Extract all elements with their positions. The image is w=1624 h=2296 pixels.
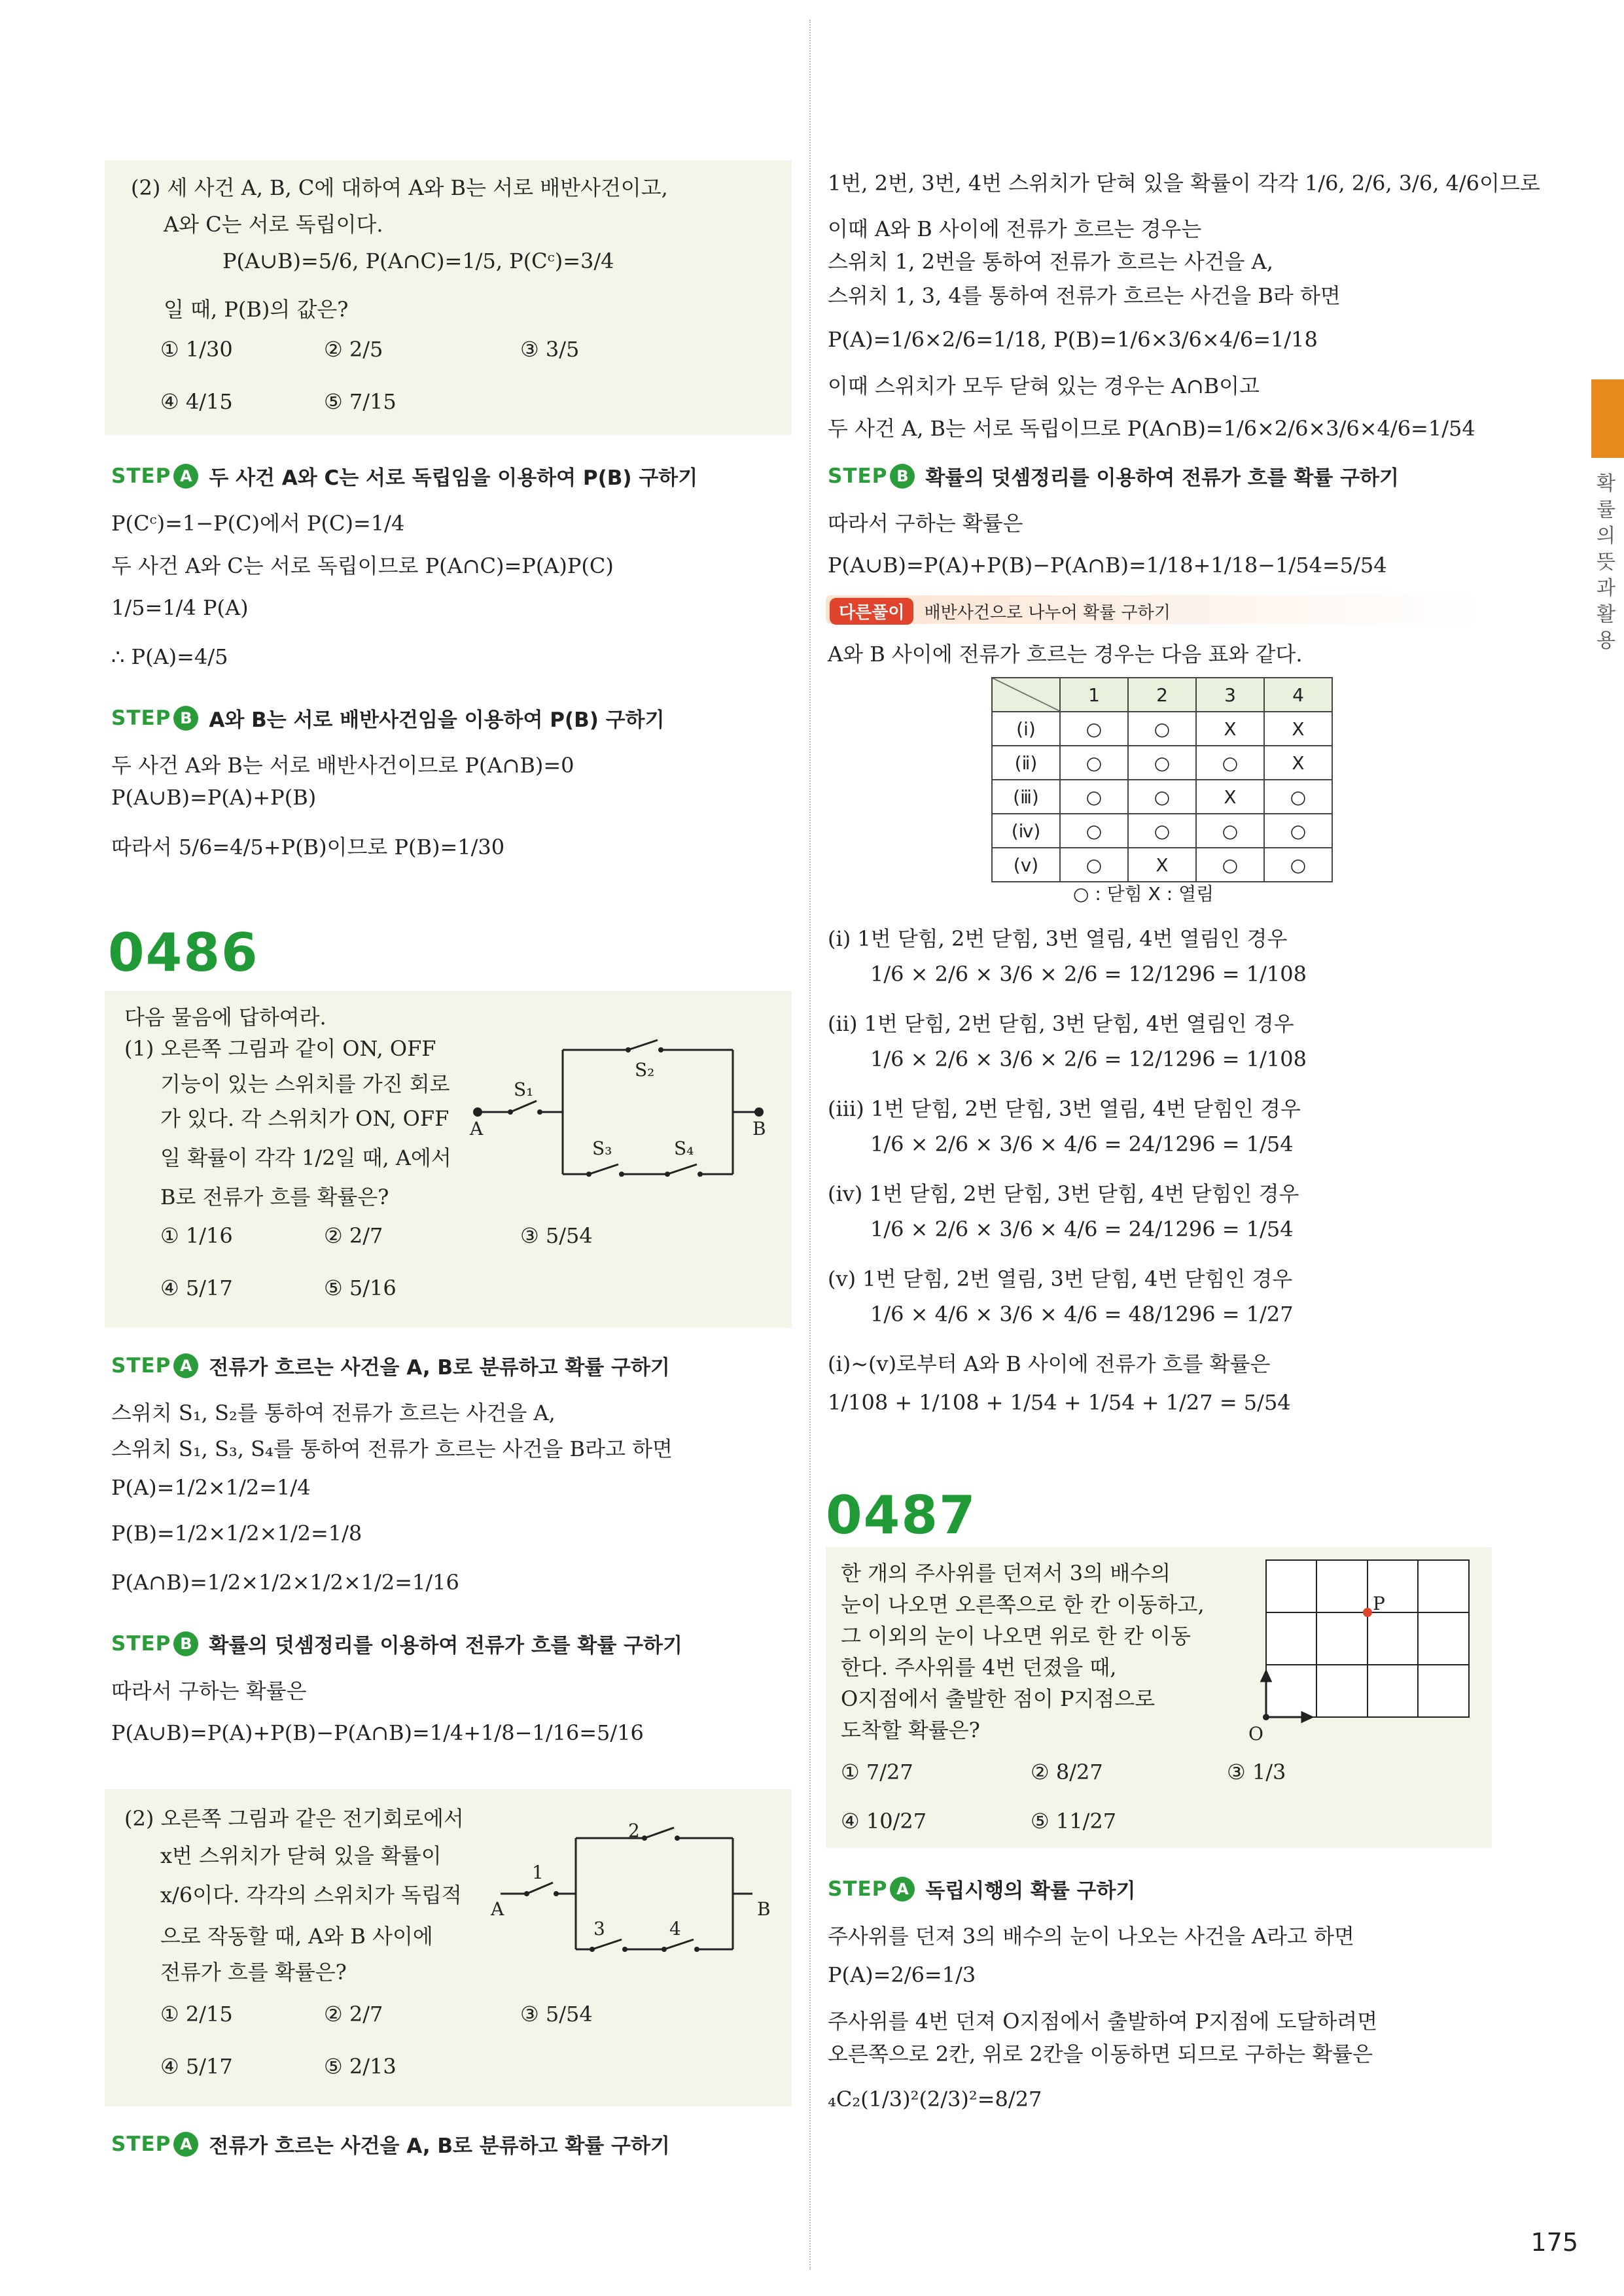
table-row xyxy=(992,848,1332,882)
table-row xyxy=(992,746,1332,780)
solution-line: 따라서 구하는 확률은 xyxy=(828,511,1023,536)
case-calc: 1/6 × 2/6 × 3/6 × 2/6 = 12/1296 = 1/108 xyxy=(870,1047,1307,1071)
problem-text: A와 C는 서로 독립이다. xyxy=(164,212,383,237)
table-cell: ○ xyxy=(1128,814,1196,848)
choice-4[interactable]: ④ 5/17 xyxy=(160,2054,233,2079)
table-header: 1 xyxy=(1060,678,1128,712)
solution-line: P(A∩B)=1/2×1/2×1/2×1/2=1/16 xyxy=(111,1570,459,1595)
circuit-label: 4 xyxy=(669,1918,681,1939)
step-tag: STEP xyxy=(111,1631,171,1656)
problem-text: O지점에서 출발한 점이 P지점으로 xyxy=(841,1686,1156,1711)
chapter-side-text: 확률의 뜻과 활용 xyxy=(1597,472,1615,652)
case-label: (ⅲ) 1번 닫힘, 2번 닫힘, 3번 열림, 4번 닫힘인 경우 xyxy=(828,1096,1301,1121)
table-cell: (ⅳ) xyxy=(992,814,1060,848)
problem-text: 으로 작동할 때, A와 B 사이에 xyxy=(160,1924,433,1949)
step-title: 독립시행의 확률 구하기 xyxy=(925,1879,1136,1903)
choice-2[interactable]: ② 2/7 xyxy=(324,1223,383,1248)
table-cell: ○ xyxy=(1060,814,1128,848)
step-header xyxy=(828,1874,1135,1904)
problem-text: x번 스위치가 닫혀 있을 확률이 xyxy=(160,1843,442,1868)
step-header xyxy=(111,1629,682,1658)
problem-text: 도착할 확률은? xyxy=(841,1718,980,1743)
step-letter: A xyxy=(173,1353,198,1378)
step-header xyxy=(111,703,665,733)
table-legend: ○ : 닫힘 X : 열림 xyxy=(1073,883,1214,905)
choice-1[interactable]: ① 1/30 xyxy=(160,337,233,362)
table-cell: (ⅴ) xyxy=(992,848,1060,882)
choice-2[interactable]: ② 8/27 xyxy=(1031,1760,1103,1784)
alt-solution-tag: 다른풀이 xyxy=(830,598,913,625)
chapter-tab xyxy=(1591,379,1624,458)
alt-solution-header xyxy=(830,598,1171,625)
solution-line: 스위치 S₁, S₂를 통하여 전류가 흐르는 사건을 A, xyxy=(111,1400,556,1425)
alt-solution-title: 배반사건으로 나누어 확률 구하기 xyxy=(924,603,1171,623)
solution-line: 따라서 5/6=4/5+P(B)이므로 P(B)=1/30 xyxy=(111,835,505,860)
table-header: 3 xyxy=(1196,678,1264,712)
circuit-label: S₃ xyxy=(592,1138,612,1159)
problem-text: (2) 오른쪽 그림과 같은 전기회로에서 xyxy=(124,1806,464,1831)
step-title: A와 B는 서로 배반사건임을 이용하여 P(B) 구하기 xyxy=(209,708,665,732)
solution-line: P(A∪B)=P(A)+P(B) xyxy=(111,785,317,810)
solution-line: 두 사건 A와 B는 서로 배반사건이므로 P(A∩B)=0 xyxy=(111,753,574,778)
table-cell: ○ xyxy=(1128,746,1196,780)
solution-line: 주사위를 던져 3의 배수의 눈이 나오는 사건을 A라고 하면 xyxy=(828,1924,1354,1949)
case-label: (ⅴ) 1번 닫힘, 2번 열림, 3번 닫힘, 4번 닫힘인 경우 xyxy=(828,1266,1293,1291)
table-cell: ○ xyxy=(1060,848,1128,882)
problem-number: 0487 xyxy=(826,1485,977,1546)
solution-line: P(A)=1/6×2/6=1/18, P(B)=1/6×3/6×4/6=1/18 xyxy=(828,327,1318,352)
step-letter: B xyxy=(173,1631,198,1656)
table-header: 2 xyxy=(1128,678,1196,712)
step-letter: A xyxy=(890,1877,915,1902)
choice-3[interactable]: ③ 3/5 xyxy=(520,337,580,362)
solution-line: 이때 A와 B 사이에 전류가 흐르는 경우는 xyxy=(828,217,1202,241)
step-header xyxy=(828,461,1399,491)
problem-text: 한다. 주사위를 4번 던졌을 때, xyxy=(841,1655,1117,1680)
choice-3[interactable]: ③ 1/3 xyxy=(1227,1760,1286,1784)
table-row xyxy=(992,712,1332,746)
solution-line: P(Cᶜ)=1−P(C)에서 P(C)=1/4 xyxy=(111,511,405,536)
problem-text: (1) 오른쪽 그림과 같이 ON, OFF xyxy=(124,1036,436,1061)
circuit-label: S₂ xyxy=(635,1059,655,1081)
choice-5[interactable]: ⑤ 11/27 xyxy=(1031,1809,1117,1834)
choice-1[interactable]: ① 1/16 xyxy=(160,1223,233,1248)
table-cell: (ⅲ) xyxy=(992,780,1060,814)
column-divider xyxy=(809,20,811,2270)
circuit-label: S₁ xyxy=(514,1079,534,1100)
step-title: 전류가 흐르는 사건을 A, B로 분류하고 확률 구하기 xyxy=(209,2134,670,2158)
circuit-label: B xyxy=(757,1898,771,1920)
solution-line: 1번, 2번, 3번, 4번 스위치가 닫혀 있을 확률이 각각 1/6, 2/6, 3/6, 4/6이므로 xyxy=(828,171,1540,196)
problem-text: 눈이 나오면 오른쪽으로 한 칸 이동하고, xyxy=(841,1592,1205,1617)
step-tag: STEP xyxy=(111,1353,171,1378)
circuit-label: 3 xyxy=(593,1918,605,1939)
table-cell: ○ xyxy=(1264,814,1332,848)
circuit-label: A xyxy=(491,1898,504,1920)
step-title: 확률의 덧셈정리를 이용하여 전류가 흐를 확률 구하기 xyxy=(209,1634,682,1658)
problem-text: 한 개의 주사위를 던져서 3의 배수의 xyxy=(841,1561,1171,1586)
solution-line: 오른쪽으로 2칸, 위로 2칸을 이동하면 되므로 구하는 확률은 xyxy=(828,2042,1373,2066)
choice-4[interactable]: ④ 5/17 xyxy=(160,1276,233,1300)
table-cell: (ⅰ) xyxy=(992,712,1060,746)
problem-text: 다음 물음에 답하여라. xyxy=(124,1005,327,1030)
table-cell: ○ xyxy=(1060,712,1128,746)
solution-line: 주사위를 4번 던져 O지점에서 출발하여 P지점에 도달하려면 xyxy=(828,2009,1378,2034)
choice-4[interactable]: ④ 10/27 xyxy=(841,1809,927,1834)
table-cell: ○ xyxy=(1196,746,1264,780)
circuit-diagram xyxy=(458,1037,772,1187)
case-calc: 1/6 × 2/6 × 3/6 × 2/6 = 12/1296 = 1/108 xyxy=(870,962,1307,986)
step-title: 두 사건 A와 C는 서로 독립임을 이용하여 P(B) 구하기 xyxy=(209,466,698,490)
step-tag: STEP xyxy=(828,1877,888,1901)
problem-text: B로 전류가 흐를 확률은? xyxy=(160,1185,389,1209)
table-row xyxy=(992,814,1332,848)
solution-line: A와 B 사이에 전류가 흐르는 경우는 다음 표와 같다. xyxy=(828,642,1303,667)
problem-text: 기능이 있는 스위치를 가진 회로 xyxy=(160,1071,450,1096)
choice-5[interactable]: ⑤ 2/13 xyxy=(324,2054,397,2079)
problem-text: (2) 세 사건 A, B, C에 대하여 A와 B는 서로 배반사건이고, xyxy=(131,175,668,200)
solution-line: P(A∪B)=P(A)+P(B)−P(A∩B)=1/18+1/18−1/54=5/54 xyxy=(828,553,1387,578)
solution-line: 스위치 S₁, S₃, S₄를 통하여 전류가 흐르는 사건을 B라고 하면 xyxy=(111,1436,673,1461)
case-calc: 1/6 × 4/6 × 3/6 × 4/6 = 48/1296 = 1/27 xyxy=(870,1302,1294,1327)
table-cell: X xyxy=(1196,712,1264,746)
solution-line: 스위치 1, 3, 4를 통하여 전류가 흐르는 사건을 B라 하면 xyxy=(828,283,1341,308)
choice-5[interactable]: ⑤ 5/16 xyxy=(324,1276,397,1300)
table-cell: ○ xyxy=(1060,746,1128,780)
step-title: 전류가 흐르는 사건을 A, B로 분류하고 확률 구하기 xyxy=(209,1356,670,1380)
solution-line: ₄C₂(1/3)²(2/3)²=8/27 xyxy=(828,2087,1042,2112)
table-corner xyxy=(992,678,1060,712)
step-letter: B xyxy=(173,706,198,731)
table-cell: ○ xyxy=(1196,848,1264,882)
table-cell: X xyxy=(1196,780,1264,814)
problem-text: 일 때, P(B)의 값은? xyxy=(164,297,349,322)
table-cell: X xyxy=(1264,746,1332,780)
case-sum-intro: (ⅰ)~(ⅴ)로부터 A와 B 사이에 전류가 흐를 확률은 xyxy=(828,1351,1271,1376)
table-cell: ○ xyxy=(1060,780,1128,814)
step-letter: A xyxy=(173,464,198,489)
problem-number: 0486 xyxy=(108,922,259,983)
solution-line: 이때 스위치가 모두 닫혀 있는 경우는 A∩B이고 xyxy=(828,374,1260,398)
choice-1[interactable]: ① 2/15 xyxy=(160,2002,233,2026)
solution-line: P(A∪B)=P(A)+P(B)−P(A∩B)=1/4+1/8−1/16=5/16 xyxy=(111,1720,644,1745)
step-tag: STEP xyxy=(111,706,171,730)
problem-text: 가 있다. 각 스위치가 ON, OFF xyxy=(160,1106,450,1131)
choice-3[interactable]: ③ 5/54 xyxy=(520,2002,593,2026)
step-header xyxy=(111,1351,670,1380)
case-calc: 1/6 × 2/6 × 3/6 × 4/6 = 24/1296 = 1/54 xyxy=(870,1217,1294,1242)
choice-2[interactable]: ② 2/5 xyxy=(324,337,383,362)
table-cell: (ⅱ) xyxy=(992,746,1060,780)
page-number: 175 xyxy=(1530,2228,1578,2257)
table-cell: X xyxy=(1128,848,1196,882)
problem-text: x/6이다. 각각의 스위치가 독립적 xyxy=(160,1883,462,1907)
choice-4[interactable]: ④ 4/15 xyxy=(160,389,233,414)
problem-text: 전류가 흐를 확률은? xyxy=(160,1960,347,1985)
table-cell: ○ xyxy=(1264,848,1332,882)
case-label: (ⅱ) 1번 닫힘, 2번 닫힘, 3번 닫힘, 4번 열림인 경우 xyxy=(828,1011,1294,1036)
step-letter: A xyxy=(173,2132,198,2157)
solution-line: 두 사건 A와 C는 서로 독립이므로 P(A∩C)=P(A)P(C) xyxy=(111,553,614,578)
table-cell: ○ xyxy=(1264,780,1332,814)
circuit-label: 1 xyxy=(532,1862,544,1883)
problem-text: 일 확률이 각각 1/2일 때, A에서 xyxy=(160,1145,451,1170)
step-header xyxy=(111,2129,670,2159)
problem-text: 그 이외의 눈이 나오면 위로 한 칸 이동 xyxy=(841,1624,1191,1648)
solution-line: ∴ P(A)=4/5 xyxy=(111,644,228,669)
circuit-label: A xyxy=(470,1118,484,1139)
choice-3[interactable]: ③ 5/54 xyxy=(520,1223,593,1248)
problem-condition: P(A∪B)=5/6, P(A∩C)=1/5, P(Cᶜ)=3/4 xyxy=(222,249,614,273)
choice-1[interactable]: ① 7/27 xyxy=(841,1760,913,1784)
circuit-label: 2 xyxy=(628,1820,640,1841)
choice-5[interactable]: ⑤ 7/15 xyxy=(324,389,397,414)
table-cell: ○ xyxy=(1196,814,1264,848)
grid-label-p: P xyxy=(1373,1593,1385,1614)
solution-line: 스위치 1, 2번을 통하여 전류가 흐르는 사건을 A, xyxy=(828,249,1273,274)
solution-line: P(A)=1/2×1/2=1/4 xyxy=(111,1475,311,1500)
case-label: (ⅰ) 1번 닫힘, 2번 닫힘, 3번 열림, 4번 열림인 경우 xyxy=(828,926,1288,951)
cases-table xyxy=(991,677,1333,882)
case-label: (ⅳ) 1번 닫힘, 2번 닫힘, 3번 닫힘, 4번 닫힘인 경우 xyxy=(828,1181,1299,1206)
solution-line: 1/5=1/4 P(A) xyxy=(111,595,249,620)
step-tag: STEP xyxy=(828,464,888,488)
table-row xyxy=(992,780,1332,814)
step-tag: STEP xyxy=(111,2132,171,2156)
circuit-label: B xyxy=(752,1118,766,1139)
choice-2[interactable]: ② 2/7 xyxy=(324,2002,383,2026)
step-tag: STEP xyxy=(111,464,171,488)
solution-line: P(B)=1/2×1/2×1/2=1/8 xyxy=(111,1521,362,1546)
table-header: 4 xyxy=(1264,678,1332,712)
case-sum: 1/108 + 1/108 + 1/54 + 1/54 + 1/27 = 5/54 xyxy=(828,1390,1291,1415)
table-cell: ○ xyxy=(1128,712,1196,746)
solution-line: 따라서 구하는 확률은 xyxy=(111,1679,307,1703)
table-cell: X xyxy=(1264,712,1332,746)
solution-line: 두 사건 A, B는 서로 독립이므로 P(A∩B)=1/6×2/6×3/6×4/6=1/54 xyxy=(828,416,1475,441)
step-title: 확률의 덧셈정리를 이용하여 전류가 흐를 확률 구하기 xyxy=(925,466,1399,490)
grid-label-o: O xyxy=(1248,1723,1263,1745)
step-letter: B xyxy=(890,464,915,489)
circuit-diagram-2 xyxy=(487,1818,782,1962)
grid-diagram xyxy=(1237,1554,1479,1750)
solution-line: P(A)=2/6=1/3 xyxy=(828,1962,976,1987)
table-cell: ○ xyxy=(1128,780,1196,814)
step-header xyxy=(111,461,697,491)
case-calc: 1/6 × 2/6 × 3/6 × 4/6 = 24/1296 = 1/54 xyxy=(870,1132,1294,1157)
circuit-label: S₄ xyxy=(674,1138,694,1159)
